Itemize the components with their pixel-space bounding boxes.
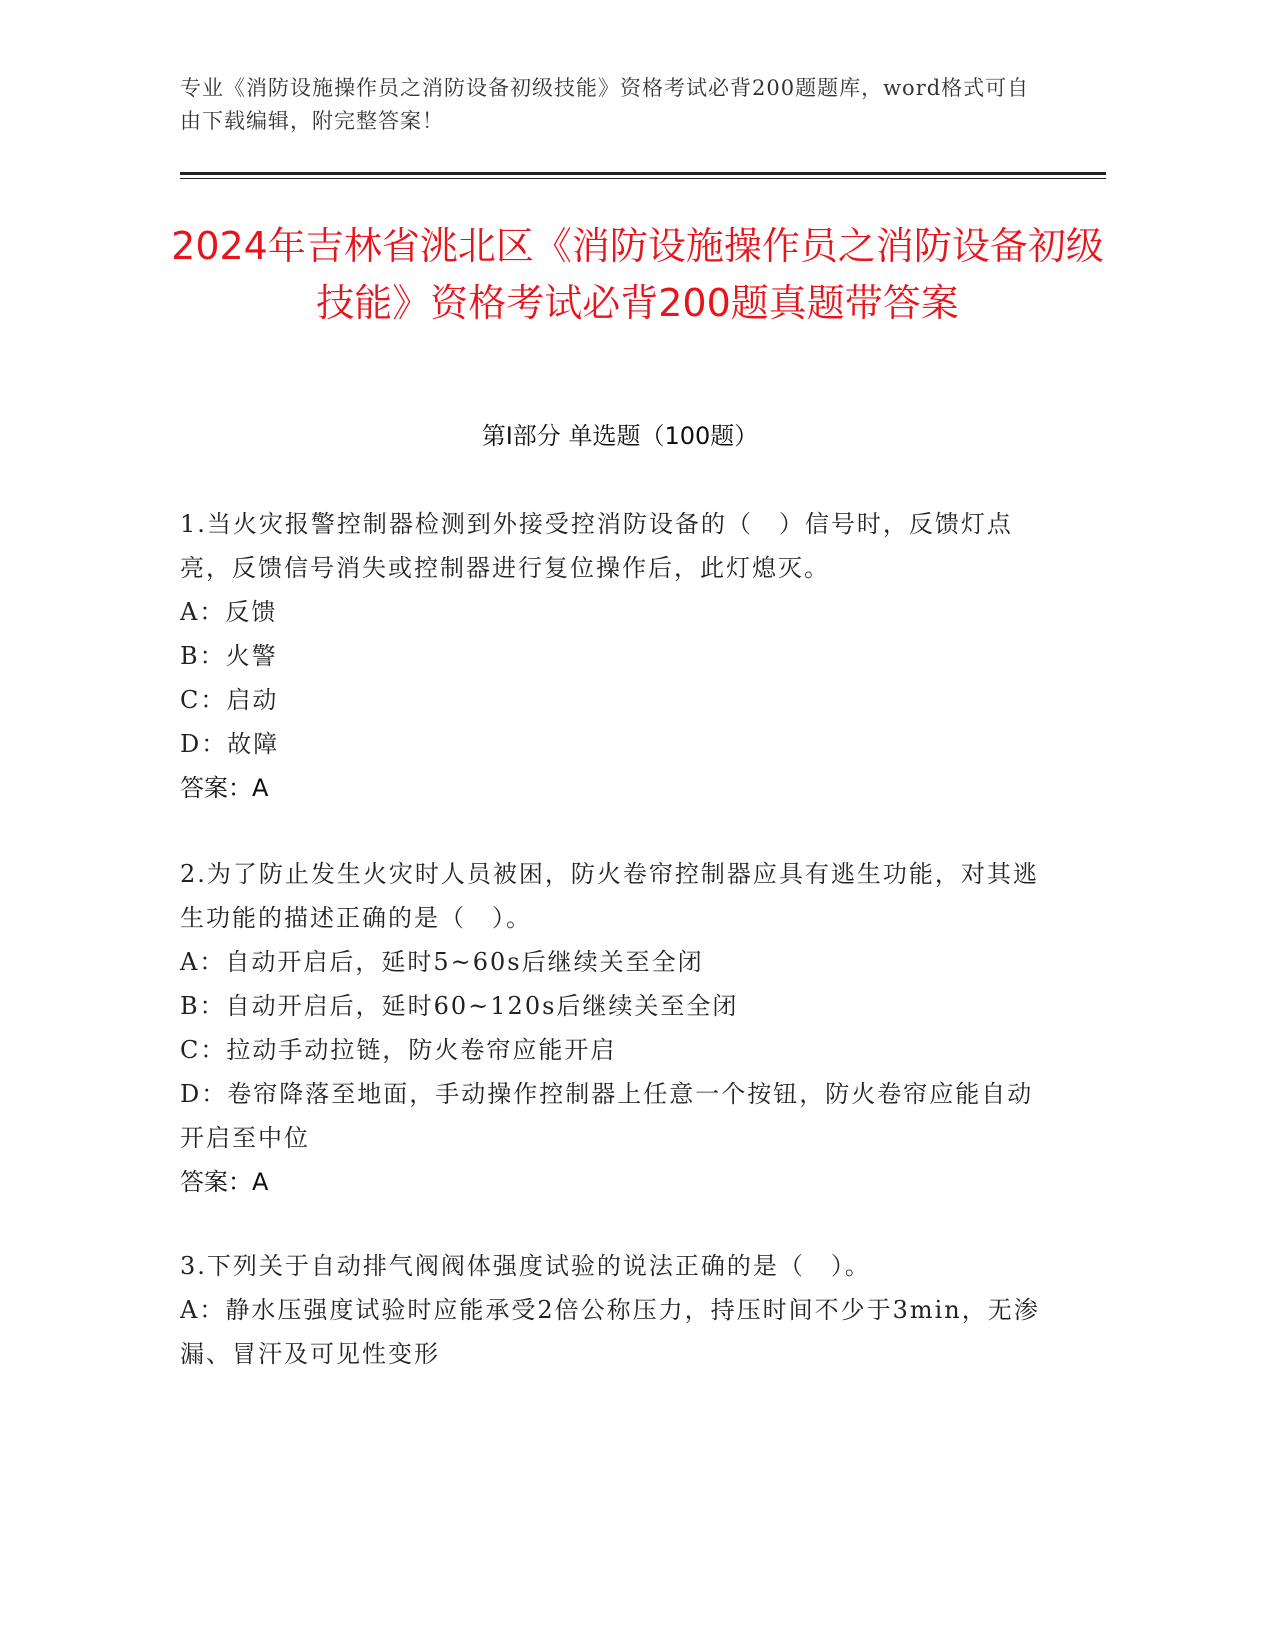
section-title: 第I部分 单选题（100题）: [481, 422, 759, 450]
header-note: 专业《消防设施操作员之消防设备初级技能》资格考试必背200题题库，word格式可自由下载编辑，附完整答案！: [180, 76, 1030, 133]
question-stem: 1.当火灾报警控制器检测到外接受控消防设备的（ ）信号时，反馈灯点亮，反馈信号消失或控制器进行复位操作后，此灯熄灭。: [180, 510, 1013, 582]
option-a: A：自动开启后，延时5~60s后继续关至全闭: [180, 948, 704, 976]
option-b: B：自动开启后，延时60~120s后继续关至全闭: [180, 992, 739, 1020]
header-rule-thick: [180, 172, 1106, 175]
answer-label: 答案：A: [180, 1168, 269, 1196]
document-title: 2024年吉林省洮北区《消防设施操作员之消防设备初级技能》资格考试必背200题真题带答案: [171, 224, 1104, 325]
option-c: C：启动: [180, 686, 279, 714]
option-b: B：火警: [180, 642, 278, 670]
question-stem: 2.为了防止发生火灾时人员被困，防火卷帘控制器应具有逃生功能，对其逃生功能的描述正确的是（ ）。: [180, 860, 1039, 932]
question-3: [180, 1244, 1040, 1376]
header-rule-thin: [180, 178, 1106, 179]
option-a: A：静水压强度试验时应能承受2倍公称压力，持压时间不少于3min，无渗漏、冒汗及可见性变形: [180, 1296, 1040, 1368]
answer-label: 答案：A: [180, 774, 269, 802]
question-2: [180, 852, 1040, 1204]
option-d: D：故障: [180, 730, 280, 758]
question-1: [180, 502, 1040, 810]
option-c: C：拉动手动拉链，防火卷帘应能开启: [180, 1036, 617, 1064]
question-stem: 3.下列关于自动排气阀阀体强度试验的说法正确的是（ ）。: [180, 1252, 871, 1280]
option-a: A：反馈: [180, 598, 278, 626]
option-d: D：卷帘降落至地面，手动操作控制器上任意一个按钮，防火卷帘应能自动开启至中位: [180, 1080, 1034, 1152]
